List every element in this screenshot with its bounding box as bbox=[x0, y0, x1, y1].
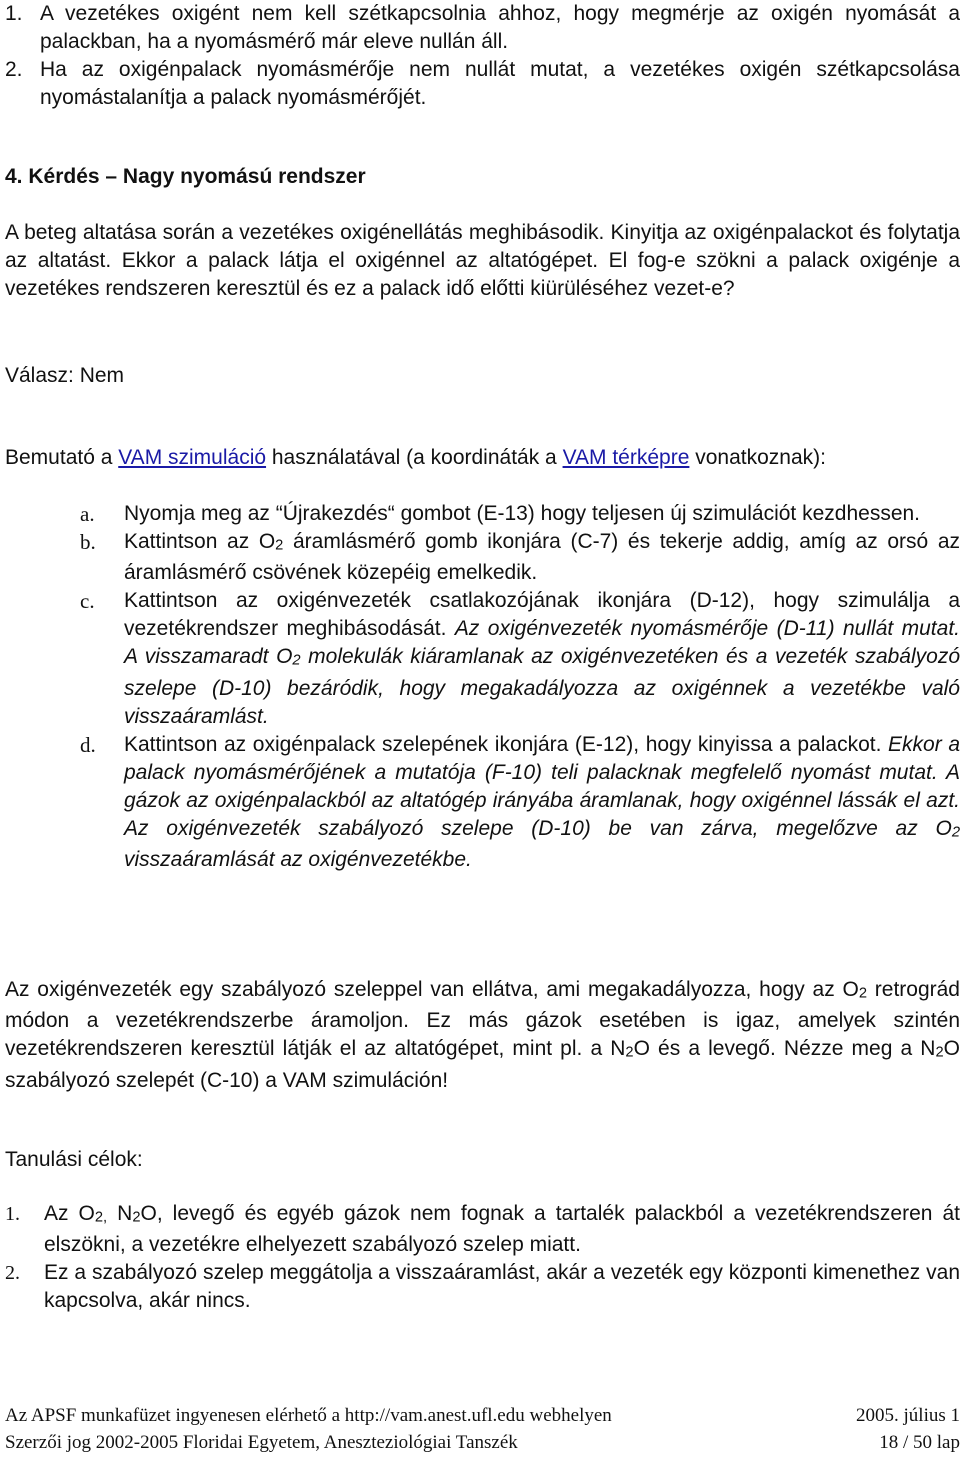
goal-text: N bbox=[107, 1202, 133, 1225]
list-number: 1. bbox=[5, 2, 23, 25]
goal-text: Ez a szabályozó szelep meggátolja a visszaáramlást, akár a vezeték egy központi kimenethez van kapcsolva, akár nincs. bbox=[44, 1261, 960, 1313]
learning-goals-title: Tanulási célok: bbox=[5, 1148, 143, 1171]
step-letter: a. bbox=[80, 502, 95, 526]
step-text: áramlásmérő gomb ikonjára (C-7) és tekerje addig, amíg az orsó az áramlásmérő csövének közepéig emelkedik. bbox=[124, 530, 960, 585]
subscript: 2 bbox=[935, 1044, 944, 1061]
explanation-text: O és a levegő. Nézze meg a N bbox=[633, 1037, 936, 1061]
step-text: Nyomja meg az “Újrakezdés“ gombot (E-13) hogy teljesen új szimulációt kezdhessen. bbox=[124, 502, 921, 525]
step-item-b bbox=[80, 528, 960, 587]
demo-intro bbox=[5, 444, 960, 472]
footer-date: 2005. július 1 bbox=[856, 1405, 960, 1426]
demo-suffix: vonatkoznak): bbox=[689, 446, 826, 469]
goal-item bbox=[5, 1259, 960, 1315]
step-italic-text: Ekkor a palack nyomásmérőjének a mutatója (F-10) teli palacknak megfelelő nyomást mutat. A gázok az oxigénpalackból az altatógép irányába áramlanak, hogy oxigénnel lássák el azt. Az oxigénvezeték szabályozó szelepe (D-10) be van zárva, megelőzve az O bbox=[124, 732, 960, 840]
vam-simulation-link[interactable]: VAM szimuláció bbox=[118, 446, 267, 469]
step-letter: c. bbox=[80, 589, 95, 614]
goal-item bbox=[5, 1200, 960, 1259]
list-item-text: Ha az oxigénpalack nyomásmérője nem nullát mutat, a vezetékes oxigén szétkapcsolása nyomástalanítja a palack nyomásmérőjét. bbox=[40, 58, 960, 109]
subscript: 2 bbox=[292, 652, 301, 669]
answer-text: Válasz: Nem bbox=[5, 364, 125, 387]
goal-text: Az O bbox=[44, 1202, 95, 1225]
footer-page-number: 18 / 50 lap bbox=[879, 1432, 960, 1453]
step-italic-text: molekulák kiáramlanak az oxigénvezetéken és a vezeték szabályozó szelepe (D-10) bezáródik, hogy megakadályozza az oxigénnek a vezetékbe való visszaáramlást. bbox=[124, 645, 960, 728]
subscript: 2, bbox=[94, 1209, 108, 1226]
top-numbered-list bbox=[5, 0, 960, 112]
explanation-text: retrográd módon a vezetékrendszerbe áramoljon. Ez más gázok esetében is igaz, amelyek szintén vezetékrendszeren keresztül látják el az altatógépet, mint pl. a N bbox=[5, 978, 960, 1061]
step-letter: d. bbox=[80, 732, 96, 757]
explanation-text: Az oxigénvezeték egy szabályozó szeleppel van ellátva, ami megakadályozza, hogy az O bbox=[5, 978, 859, 1001]
goal-number: 1. bbox=[5, 1203, 20, 1225]
list-item bbox=[5, 0, 960, 56]
explanation-paragraph bbox=[5, 976, 960, 1095]
explanation-text: O szabályozó szelepét (C-10) a VAM szimuláción! bbox=[5, 1037, 960, 1092]
demo-prefix: Bemutató a bbox=[5, 446, 119, 469]
steps-list bbox=[80, 500, 960, 874]
step-item-c bbox=[80, 587, 960, 730]
footer-copyright: Szerzői jog 2002-2005 Floridai Egyetem, Aneszteziológiai Tanszék bbox=[5, 1432, 518, 1453]
step-item-d bbox=[80, 731, 960, 874]
step-text: Kattintson az oxigénvezeték csatlakozójának ikonjára (D-12), hogy szimulálja a vezetékrendszer meghibásodását. bbox=[124, 589, 960, 641]
step-italic-text: visszaáramlását az oxigénvezetékbe. bbox=[124, 848, 472, 872]
step-item-a bbox=[80, 500, 960, 528]
subscript: 2 bbox=[951, 824, 960, 841]
list-item bbox=[5, 56, 960, 112]
footer-availability: Az APSF munkafüzet ingyenesen elérhető a http://vam.anest.ufl.edu webhelyen bbox=[5, 1405, 612, 1426]
subscript: 2 bbox=[132, 1209, 141, 1226]
demo-middle: használatával (a koordináták a bbox=[266, 446, 563, 469]
goal-text: O, levegő és egyéb gázok nem fognak a tartalék palackból a vezetékrendszeren át elszökni, a vezetékre elhelyezett szabályozó szelep miatt. bbox=[44, 1202, 960, 1257]
list-item-text: A vezetékes oxigént nem kell szétkapcsolnia ahhoz, hogy megmérje az oxigén nyomását a palackban, ha a nyomásmérő már eleve nullán áll. bbox=[40, 2, 960, 53]
step-italic-text: Az oxigénvezeték nyomásmérője (D-11) nullát mutat. A visszamaradt O bbox=[124, 617, 960, 669]
subscript: 2 bbox=[275, 537, 284, 554]
subscript: 2 bbox=[858, 985, 867, 1002]
question-heading: 4. Kérdés – Nagy nyomású rendszer bbox=[5, 165, 366, 188]
question-body: A beteg altatása során a vezetékes oxigénellátás meghibásodik. Kinyitja az oxigénpalackot és folytatja az altatást. Ekkor a palack látja el oxigénnel az altatógépet. El fog-e szökni a palack oxigénje a vezetékes rendszeren keresztül és ez a palack idő előtti kiürüléséhez vezet-e? bbox=[5, 221, 960, 300]
step-text: Kattintson az oxigénpalack szelepének ikonjára (E-12), hogy kinyissa a palackot. bbox=[124, 732, 889, 756]
vam-map-link[interactable]: VAM térképre bbox=[562, 446, 690, 469]
step-text: Kattintson az O bbox=[124, 530, 276, 553]
step-letter: b. bbox=[80, 530, 96, 554]
goal-number: 2. bbox=[5, 1262, 20, 1285]
list-number: 2. bbox=[5, 58, 23, 81]
learning-goals-list bbox=[5, 1200, 960, 1315]
subscript: 2 bbox=[625, 1044, 634, 1061]
